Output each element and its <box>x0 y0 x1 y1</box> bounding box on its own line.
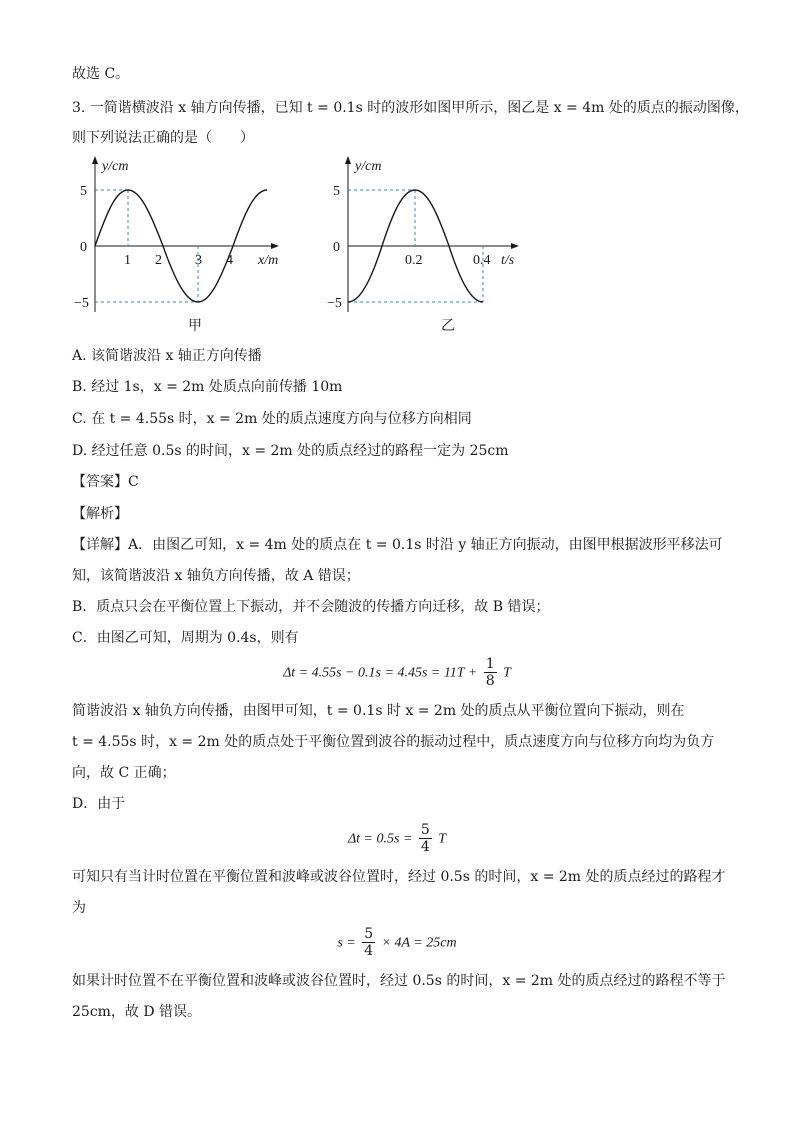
jia-x-tick-3: 3 <box>195 253 202 268</box>
yi-y-arrow <box>345 156 351 164</box>
detail-d-line1: D．由于 <box>72 796 126 812</box>
figure-yi <box>327 152 543 337</box>
jia-x-label: x/m <box>258 253 279 268</box>
equation-d1-left: Δt = 0.5s = <box>347 831 413 847</box>
jia-x-tick-1: 1 <box>124 253 131 268</box>
equation-c-fraction <box>484 656 497 689</box>
yi-x-arrow <box>511 243 519 249</box>
equation-d1-denominator: 4 <box>420 839 430 855</box>
detail-a-line1 <box>72 535 723 555</box>
jia-x-tick-4: 4 <box>226 253 233 268</box>
yi-x-tick-02: 0.2 <box>405 253 423 268</box>
figure-jia <box>74 152 290 337</box>
jia-x-arrow <box>271 243 279 249</box>
option-d-text: 经过任意 0.5s 的时间，x = 2m 处的质点经过的路程一定为 25cm <box>91 443 509 459</box>
detail-c-line4: 向，故 C 正确； <box>72 765 176 781</box>
detail-c-line3: t = 4.55s 时，x = 2m 处的质点处于平衡位置到波谷的振动过程中，质点速度方向与位移方向均为负方 <box>72 734 715 750</box>
jia-y-arrow <box>92 156 98 164</box>
answer-value: C <box>128 474 139 490</box>
question-number: 3. <box>72 100 86 116</box>
option-b <box>72 377 342 397</box>
detail-d-line4: 如果计时位置不在平衡位置和波峰或波谷位置时，经过 0.5s 的时间，x = 2m 处的质点经过的路程不等于 <box>72 973 726 989</box>
answer-tag: 【答案】 <box>72 474 128 490</box>
option-d-label: D. <box>72 443 88 459</box>
option-b-label: B. <box>72 379 87 395</box>
jia-x-tick-2: 2 <box>155 253 162 268</box>
jia-y-tick-5: 5 <box>80 184 87 199</box>
option-d <box>72 441 509 461</box>
option-c-text: 在 t = 4.55s 时，x = 2m 处的质点速度方向与位移方向相同 <box>91 411 472 427</box>
jia-y-label: y/cm <box>102 159 129 174</box>
detail-c-line1: C．由图乙可知，周期为 0.4s，则有 <box>72 630 299 646</box>
equation-d2-denominator: 4 <box>364 943 374 959</box>
yi-y-tick-neg5: −5 <box>327 296 342 311</box>
equation-d1-right: T <box>438 831 447 847</box>
option-a-label: A. <box>72 348 87 364</box>
detail-c-line2: 简谐波沿 x 轴负方向传播，由图甲可知，t = 0.1s 时 x = 2m 处的质点从平衡位置向下振动，则在 <box>72 703 685 719</box>
yi-y-tick-0: 0 <box>333 240 340 255</box>
equation-c <box>0 656 794 689</box>
yi-caption: 乙 <box>441 319 455 334</box>
yi-x-label: t/s <box>501 253 515 268</box>
option-b-text: 经过 1s，x = 2m 处质点向前传播 10m <box>91 379 343 395</box>
detail-d-line3: 为 <box>72 900 86 916</box>
detail-a-text1: A．由图乙可知，x = 4m 处的质点在 t = 0.1s 时沿 y 轴正方向振动，由图甲根据波形平移法可 <box>128 537 723 553</box>
option-a <box>72 346 262 366</box>
equation-c-denominator: 8 <box>485 673 495 689</box>
option-a-text: 该简谐波沿 x 轴正方向传播 <box>91 348 262 364</box>
question-stem-text: 一简谐横波沿 x 轴方向传播，已知 t = 0.1s 时的波形如图甲所示，图乙是 x = 4m 处的质点的振动图像， <box>89 100 749 116</box>
analysis-tag: 【解析】 <box>72 506 128 522</box>
equation-c-numerator: 1 <box>485 656 495 672</box>
jia-caption: 甲 <box>188 319 202 334</box>
question-stem-line1 <box>72 98 749 118</box>
equation-d1 <box>0 822 794 855</box>
yi-x-tick-04: 0.4 <box>473 253 491 268</box>
detail-a-line2: 知，该简谐波沿 x 轴负方向传播，故 A 错误； <box>72 568 360 584</box>
detail-b-line: B．质点只会在平衡位置上下振动，并不会随波的传播方向迁移，故 B 错误； <box>72 599 550 615</box>
equation-d2-fraction <box>362 926 375 959</box>
question-stem-line2: 则下列说法正确的是（ ） <box>72 130 254 146</box>
detail-d-line5: 25cm，故 D 错误。 <box>72 1004 202 1020</box>
equation-d1-fraction <box>419 822 432 855</box>
answer-line <box>72 472 139 492</box>
detail-tag: 【详解】 <box>72 537 128 553</box>
equation-c-left: Δt = 4.55s − 0.1s = 4.45s = 11T + <box>283 665 478 681</box>
equation-d1-numerator: 5 <box>420 822 430 838</box>
jia-y-tick-0: 0 <box>80 240 87 255</box>
equation-d2-right: × 4A = 25cm <box>381 935 457 951</box>
prev-conclusion: 故选 C。 <box>72 66 130 82</box>
equation-d2-numerator: 5 <box>364 926 374 942</box>
yi-y-tick-5: 5 <box>333 184 340 199</box>
yi-y-label: y/cm <box>355 159 382 174</box>
equation-d2-left: s = <box>337 935 356 951</box>
detail-d-line2: 可知只有当计时位置在平衡位置和波峰或波谷位置时，经过 0.5s 的时间，x = 2m 处的质点经过的路程才 <box>72 869 726 885</box>
option-c <box>72 409 472 429</box>
equation-d2 <box>0 926 794 959</box>
option-c-label: C. <box>72 411 87 427</box>
equation-c-right: T <box>503 665 511 681</box>
jia-y-tick-neg5: −5 <box>74 296 89 311</box>
